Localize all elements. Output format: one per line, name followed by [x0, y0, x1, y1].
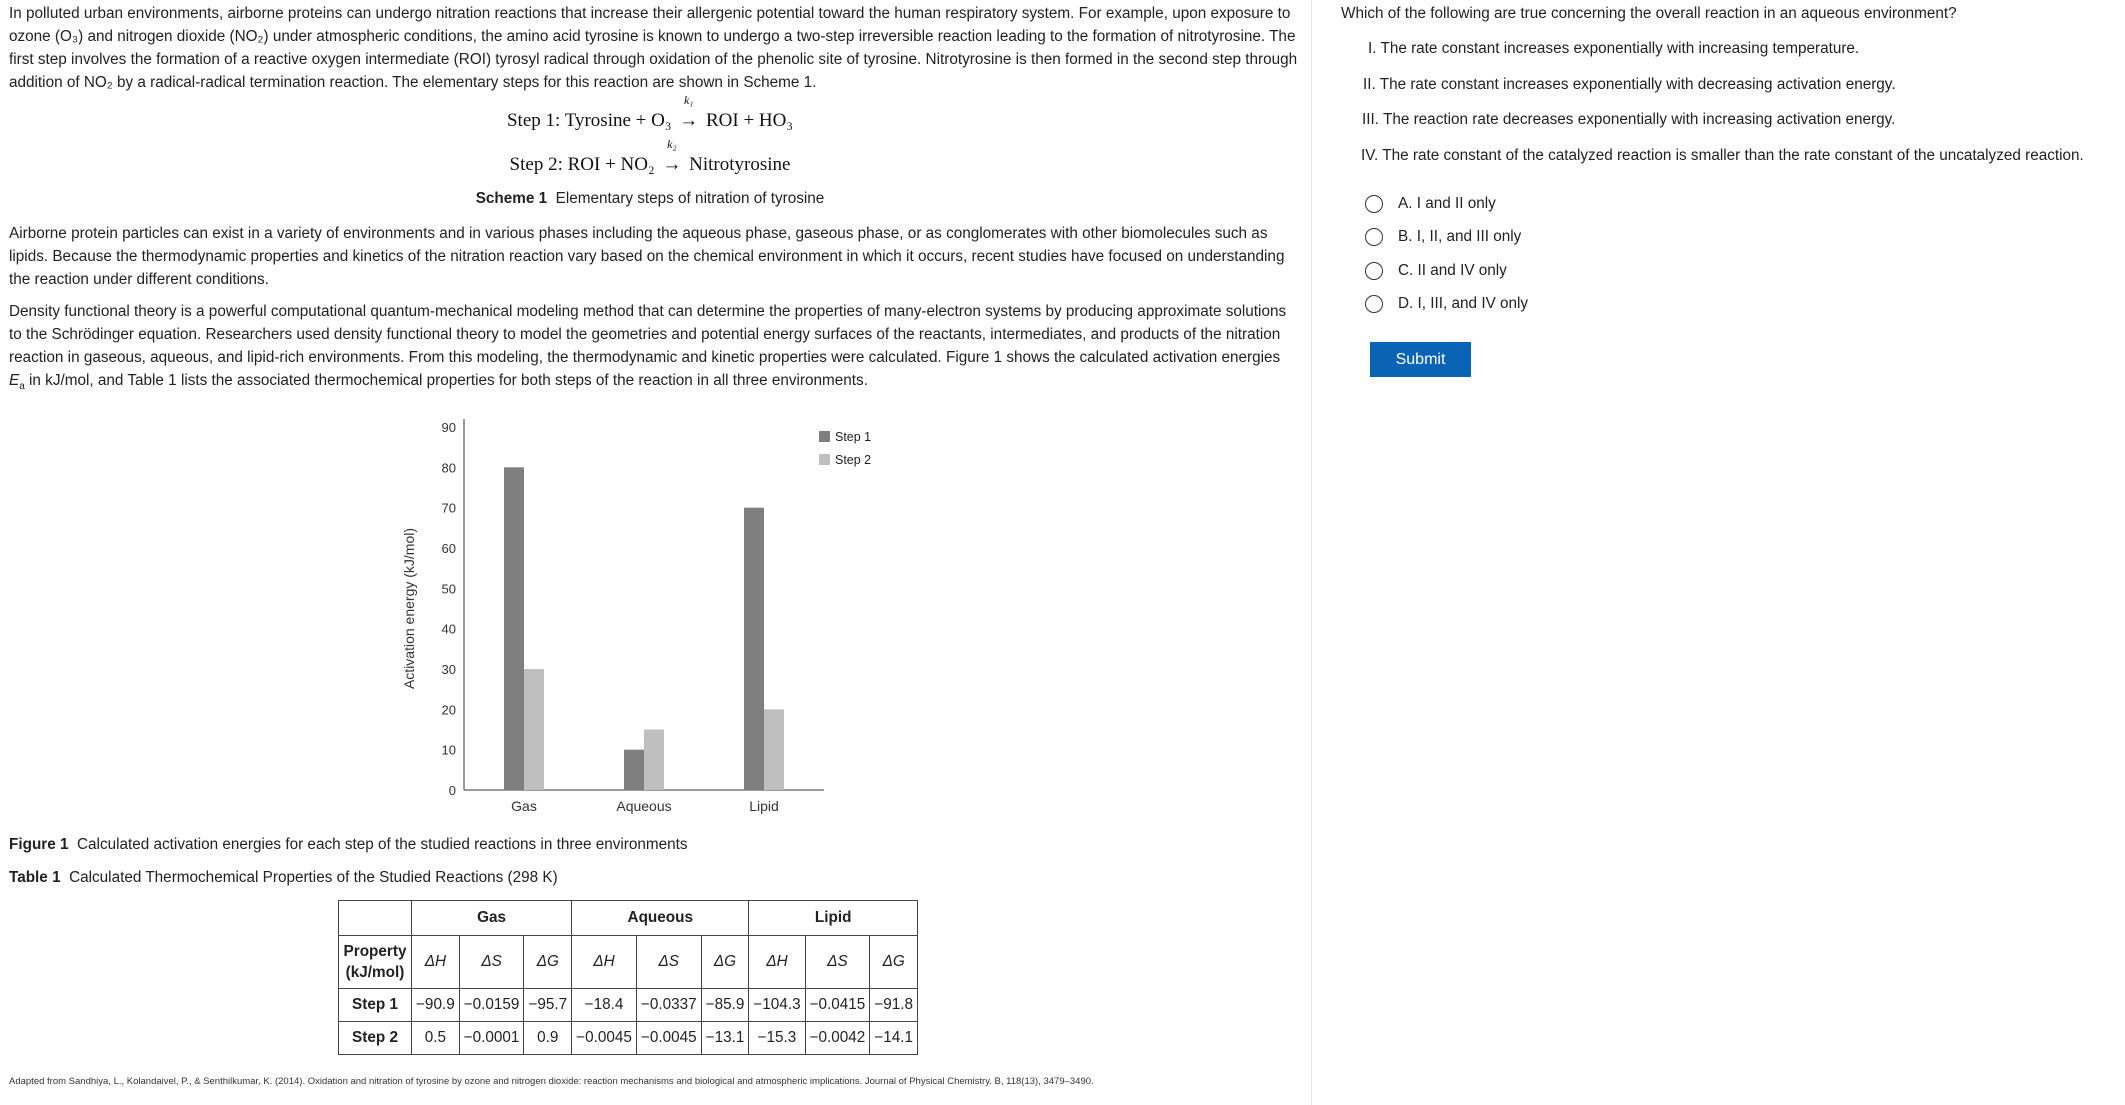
bar-step-2-lipid — [764, 709, 784, 790]
table-cell: −0.0045 — [572, 1022, 637, 1055]
table-row — [339, 989, 918, 1022]
table-cell: 0.9 — [524, 1022, 572, 1055]
y-axis-label: Activation energy (kJ/mol) — [401, 527, 417, 690]
paragraph-environments: Airborne protein particles can exist in a variety of environments and in various phases including the aqueous phase, gaseous phase, or as conglomerates with other biomolecules such as lipids. Because the thermodynamic properties and kinetics of the nitration reaction vary based on the chemical environment in which it occurs, recent studies have focused on understanding the reaction under different conditions. — [9, 225, 1285, 288]
figure-caption: Figure 1 Calculated activation energies for each step of the studied reactions in three environments — [9, 836, 688, 853]
x-tick-label: Gas — [511, 798, 537, 814]
legend-label: Step 1 — [835, 430, 872, 444]
y-tick-label: 0 — [448, 783, 456, 798]
table-subheader: ΔH — [412, 936, 460, 989]
table-cell: 0.5 — [412, 1022, 460, 1055]
table-cell: −0.0415 — [805, 989, 870, 1022]
table-corner-cell — [339, 901, 412, 936]
table-subheader: ΔH — [749, 936, 805, 989]
option-label: D. I, III, and IV only — [1398, 295, 1529, 312]
table-cell: −13.1 — [701, 1022, 749, 1055]
table-subheader: ΔS — [459, 936, 524, 989]
x-tick-label: Lipid — [749, 798, 779, 814]
legend-swatch — [819, 431, 830, 442]
table-subheader: ΔS — [805, 936, 870, 989]
question-pane — [1311, 0, 2125, 1105]
y-tick-label: 60 — [441, 541, 456, 556]
table-cell: −85.9 — [701, 989, 749, 1022]
option-a[interactable] — [1365, 195, 1496, 213]
table-cell: −18.4 — [572, 989, 637, 1022]
legend-swatch — [819, 454, 830, 465]
option-label: A. I and II only — [1398, 195, 1496, 212]
y-tick-label: 80 — [441, 460, 456, 476]
table-cell: −0.0159 — [459, 989, 524, 1022]
table-subheader: ΔH — [572, 936, 637, 989]
scheme-caption: Scheme 1 Elementary steps of nitration of tyrosine — [475, 190, 825, 207]
table-cell: −0.0337 — [636, 989, 701, 1022]
table-cell: −95.7 — [524, 989, 572, 1022]
thermochemical-table — [338, 900, 918, 1055]
table-cell: −90.9 — [412, 989, 460, 1022]
table-subheader: ΔG — [870, 936, 918, 989]
radio-icon[interactable] — [1365, 262, 1383, 280]
table-cell: −15.3 — [749, 1022, 805, 1055]
table-cell: −104.3 — [749, 989, 805, 1022]
submit-button[interactable]: Submit — [1370, 342, 1471, 377]
statement-1: I. The rate constant increases exponentially with increasing temperature. — [1368, 40, 1860, 57]
table-group-header-row — [339, 901, 918, 936]
table-subheader-row — [339, 936, 918, 989]
source-citation: Adapted from Sandhiya, L., Kolandaivel, P., & Senthilkumar, K. (2014). Oxidation and nitration of tyrosine by ozone and nitrogen dioxide: reaction mechanisms and biological and atmospheric implications. Journal of Physical Chemistry. B, 118(13), 3479–3490. — [9, 1076, 1094, 1087]
table-group-aqueous: Aqueous — [572, 901, 749, 936]
paragraph-dft: Density functional theory is a powerful computational quantum-mechanical modeling method that can determine the properties of many-electron systems by producing approximate solutions to the Schrödinger equation. Researchers used density functional theory to model the geometries and potential energy surfaces of the reactants, intermediates, and products of the nitration reaction in gaseous, aqueous, and lipid-rich environments. From this modeling, the thermodynamic and kinetic properties were calculated. Figure 1 shows the calculated activation energies $E_a$ in kJ/mol, and Table 1 lists the associated thermochemical properties for both steps of the reaction in all three environments. — [9, 303, 1287, 393]
table-group-lipid: Lipid — [749, 901, 918, 936]
table-group-gas: Gas — [412, 901, 572, 936]
x-tick-label: Aqueous — [616, 798, 672, 814]
table-cell: −0.0045 — [636, 1022, 701, 1055]
table-cell: −0.0042 — [805, 1022, 870, 1055]
bar-step-1-gas — [504, 467, 524, 790]
radio-icon[interactable] — [1365, 295, 1383, 313]
table-row-label: Step 1 — [339, 989, 412, 1022]
y-tick-label: 30 — [441, 662, 456, 677]
option-label: C. II and IV only — [1398, 262, 1507, 279]
table-cell: −0.0001 — [459, 1022, 524, 1055]
scheme-step-2: Step 2: ROI + NO₂ k₂ → Nitrotyrosine — [509, 137, 791, 175]
table-caption: Table 1 Calculated Thermochemical Properties of the Studied Reactions (298 K) — [9, 869, 558, 886]
option-label: B. I, II, and III only — [1398, 228, 1522, 245]
y-tick-label: 70 — [441, 500, 456, 516]
scheme-step-1: Step 1: Tyrosine + O₃ k₁ → ROI + HO₃ — [506, 93, 793, 131]
legend-label: Step 2 — [835, 453, 872, 467]
radio-icon[interactable] — [1365, 195, 1383, 213]
statement-4: IV. The rate constant of the catalyzed reaction is smaller than the rate constant of the uncatalyzed reaction. — [1361, 147, 2084, 164]
paragraph-intro: In polluted urban environments, airborne proteins can undergo nitration reactions that increase their allergenic potential toward the human respiratory system. For example, upon exposure to ozone (O₃) and nitrogen dioxide (NO₂) under atmospheric conditions, the amino acid tyrosine is known to undergo a two-step irreversible reaction leading to the formation of nitrotyrosine. The first step involves the formation of a reactive oxygen intermediate (ROI) tyrosyl radical through oxidation of the phenolic site of tyrosine. Nitrotyrosine is then formed in the second step through addition of NO₂ by a radical-radical termination reaction. The elementary steps for this reaction are shown in Scheme 1. — [9, 5, 1298, 91]
y-tick-label: 90 — [441, 420, 456, 435]
y-tick-label: 40 — [441, 621, 456, 637]
radio-icon[interactable] — [1365, 228, 1383, 246]
table-property-cell: Property (kJ/mol) — [339, 936, 412, 989]
table-row — [339, 1022, 918, 1055]
option-c[interactable] — [1365, 262, 1507, 280]
option-d[interactable] — [1365, 295, 1528, 313]
statement-2: II. The rate constant increases exponentially with decreasing activation energy. — [1363, 76, 1896, 93]
table-subheader: ΔG — [524, 936, 572, 989]
bar-step-2-gas — [524, 669, 544, 790]
activation-energy-chart — [390, 415, 872, 820]
y-tick-label: 10 — [441, 742, 456, 758]
statement-3: III. The reaction rate decreases exponentially with increasing activation energy. — [1362, 111, 1896, 128]
table-subheader: ΔG — [701, 936, 749, 989]
bar-step-2-aqueous — [644, 730, 664, 791]
bar-step-1-lipid — [744, 508, 764, 790]
table-row-label: Step 2 — [339, 1022, 412, 1055]
y-tick-label: 20 — [441, 702, 456, 718]
y-tick-label: 50 — [441, 581, 456, 597]
table-cell: −14.1 — [870, 1022, 918, 1055]
table-subheader: ΔS — [636, 936, 701, 989]
question-prompt: Which of the following are true concerning the overall reaction in an aqueous environment? — [1341, 5, 1957, 22]
option-b[interactable] — [1365, 228, 1521, 246]
table-cell: −91.8 — [870, 989, 918, 1022]
bar-step-1-aqueous — [624, 750, 644, 790]
